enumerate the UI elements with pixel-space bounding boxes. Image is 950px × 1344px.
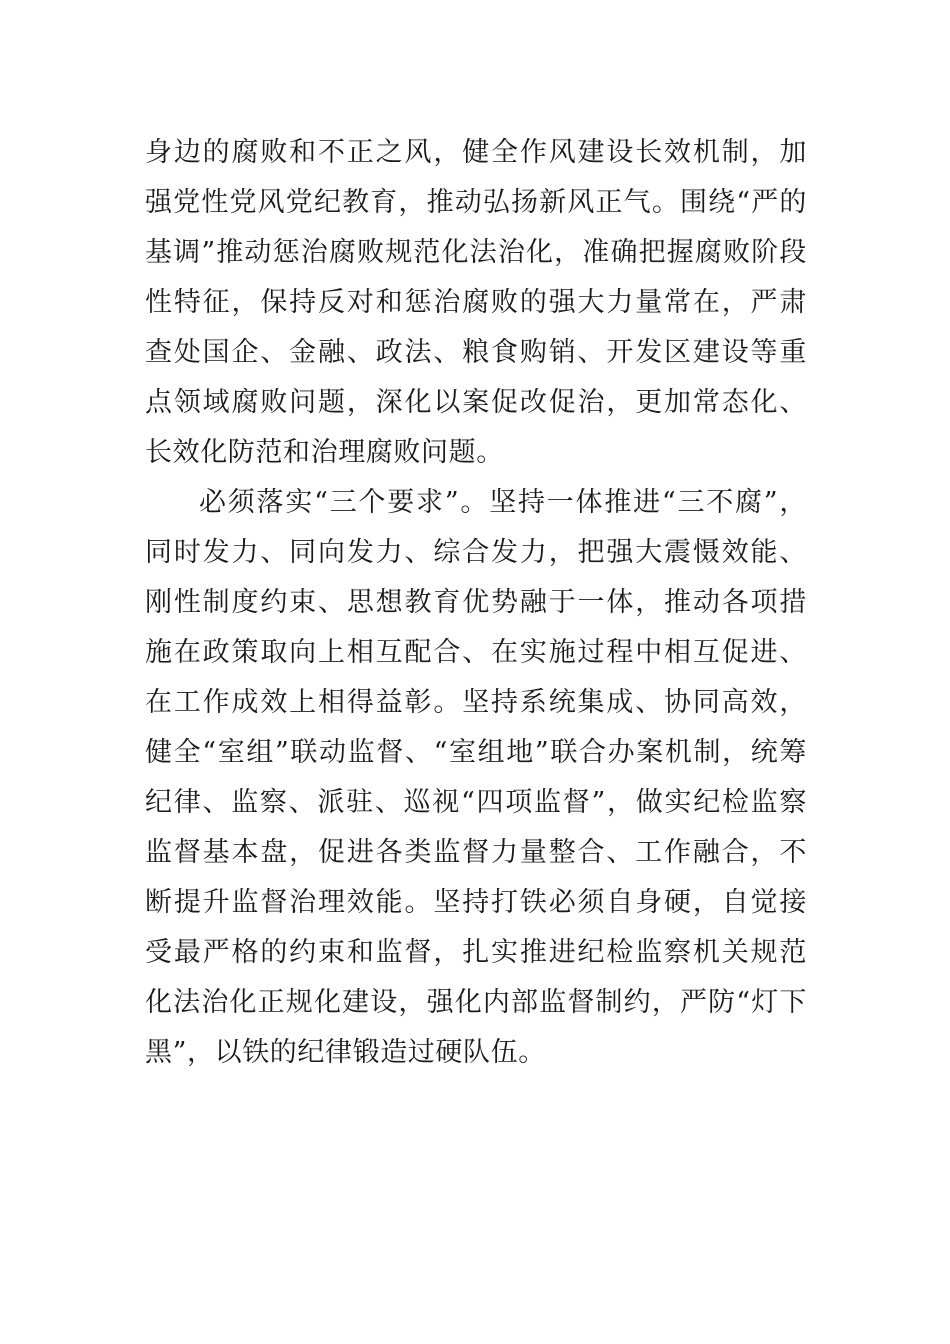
paragraph-three-requirements: 必须落实“三个要求”。坚持一体推进“三不腐”，同时发力、同向发力、综合发力，把强大震慑效能、刚性制度约束、思想教育优势融于一体，推动各项措施在政策取向上相互配合、在实施过程中相互促进、在工作成效上相得益彰。坚持系统集成、协同高效，健全“室组”联动监督、“室组地”联合办案机制，统筹纪律、监察、派驻、巡视“四项监督”，做实纪检监察监督基本盘，促进各类监督力量整合、工作融合，不断提升监督治理效能。坚持打铁必须自身硬，自觉接受最严格的约束和监督，扎实推进纪检监察机关规范化法治化正规化建设，强化内部监督制约，严防“灯下黑”，以铁的纪律锻造过硬队伍。 bbox=[145, 487, 807, 1068]
document-body bbox=[145, 128, 807, 1078]
paragraph-continuation: 身边的腐败和不正之风，健全作风建设长效机制，加强党性党风党纪教育，推动弘扬新风正气。围绕“严的基调”推动惩治腐败规范化法治化，准确把握腐败阶段性特征，保持反对和惩治腐败的强大力量常在，严肃查处国企、金融、政法、粮食购销、开发区建设等重点领域腐败问题，深化以案促改促治，更加常态化、长效化防范和治理腐败问题。 bbox=[145, 137, 807, 468]
